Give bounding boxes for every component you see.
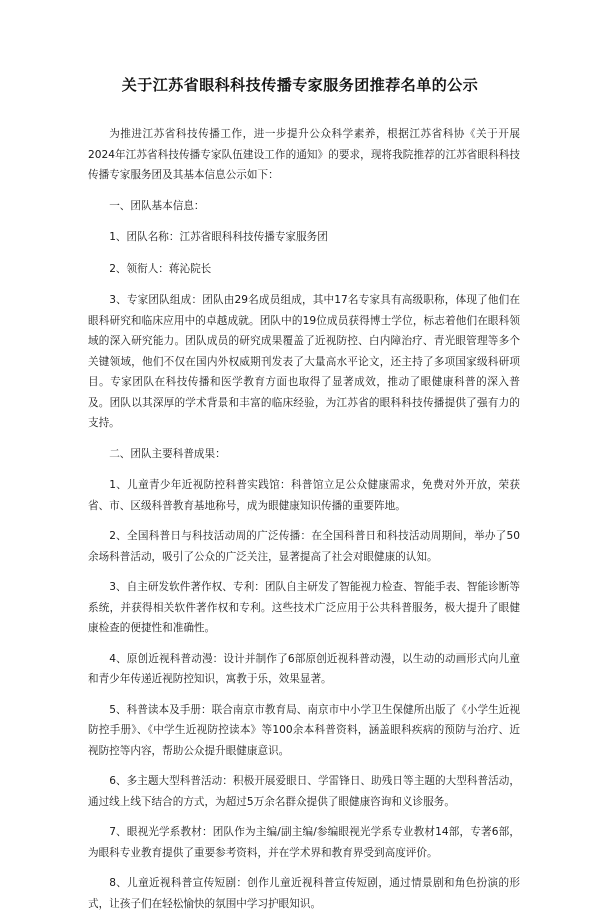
achievement-item: 7、眼视光学系教材：团队作为主编/副主编/参编眼视光学系专业教材14部，专著6部，为眼科专业教育提供了重要参考资料，并在学术界和教育界受到高度评价。 xyxy=(88,826,520,859)
document-body xyxy=(88,124,520,924)
achievement-item: 3、自主研发软件著作权、专利：团队自主研发了智能视力检查、智能手表、智能诊断等系统，并获得相关软件著作权和专利。这些技术广泛应用于公共科普服务，极大提升了眼健康检查的便捷性和准确性。 xyxy=(88,581,520,634)
achievement-item: 8、儿童近视科普宣传短剧：创作儿童近视科普宣传短剧，通过情景剧和角色扮演的形式，让孩子们在轻松愉快的氛围中学习护眼知识。 xyxy=(88,877,520,910)
team-name-item: 1、团队名称：江苏省眼科科技传播专家服务团 xyxy=(109,231,328,243)
team-composition-paragraph: 3、专家团队组成：团队由29名成员组成，其中17名专家具有高级职称，体现了他们在眼科研究和临床应用中的卓越成就。团队中的19位成员获得博士学位，标志着他们在眼科领域的深入研究能力。团队成员的研究成果覆盖了近视防控、白内障治疗、青光眼管理等多个关键领域，他们不仅在国内外权威期刊发表了大量高水平论文，还主持了多项国家级科研项目。专家团队在科技传播和医学教育方面也取得了显著成效，推动了眼健康科普的深入普及。团队以其深厚的学术背景和丰富的临床经验，为江苏省的眼科科技传播提供了强有力的支持。 xyxy=(88,294,520,429)
section-heading-achievements: 二、团队主要科普成果： xyxy=(109,447,226,460)
achievement-item: 1、儿童青少年近视防控科普实践馆：科普馆立足公众健康需求，免费对外开放，荣获省、市、区级科普教育基地称号，成为眼健康知识传播的重要阵地。 xyxy=(88,479,520,512)
page-title: 关于江苏省眼科科技传播专家服务团推荐名单的公示 xyxy=(121,76,479,94)
achievement-item: 6、多主题大型科普活动：积极开展爱眼日、学雷锋日、助残日等主题的大型科普活动，通过线上线下结合的方式，为超过5万余名群众提供了眼健康咨询和义诊服务。 xyxy=(88,775,520,808)
achievement-item: 2、全国科普日与科技活动周的广泛传播：在全国科普日和科技活动周期间，举办了50余场科普活动，吸引了公众的广泛关注，显著提高了社会对眼健康的认知。 xyxy=(88,530,520,563)
team-leader-item: 2、领衔人：蒋沁院长 xyxy=(109,262,212,275)
section-heading-basic-info: 一、团队基本信息： xyxy=(109,199,205,212)
achievement-item: 4、原创近视科普动漫：设计并制作了6部原创近视科普动漫，以生动的动画形式向儿童和青少年传递近视防控知识，寓教于乐，效果显著。 xyxy=(88,652,520,685)
achievement-item: 5、科普读本及手册：联合南京市教育局、南京市中小学卫生保健所出版了《小学生近视防控手册》、《中学生近视防控读本》等100余本科普资料，涵盖眼科疾病的预防与治疗、近视防控等内容，帮助公众提升眼健康意识。 xyxy=(88,703,520,757)
intro-paragraph: 为推进江苏省科技传播工作，进一步提升公众科学素养，根据江苏省科协《关于开展2024年江苏省科技传播专家队伍建设工作的通知》的要求，现将我院推荐的江苏省眼科科技传播专家服务团及其基本信息公示如下： xyxy=(88,128,520,181)
